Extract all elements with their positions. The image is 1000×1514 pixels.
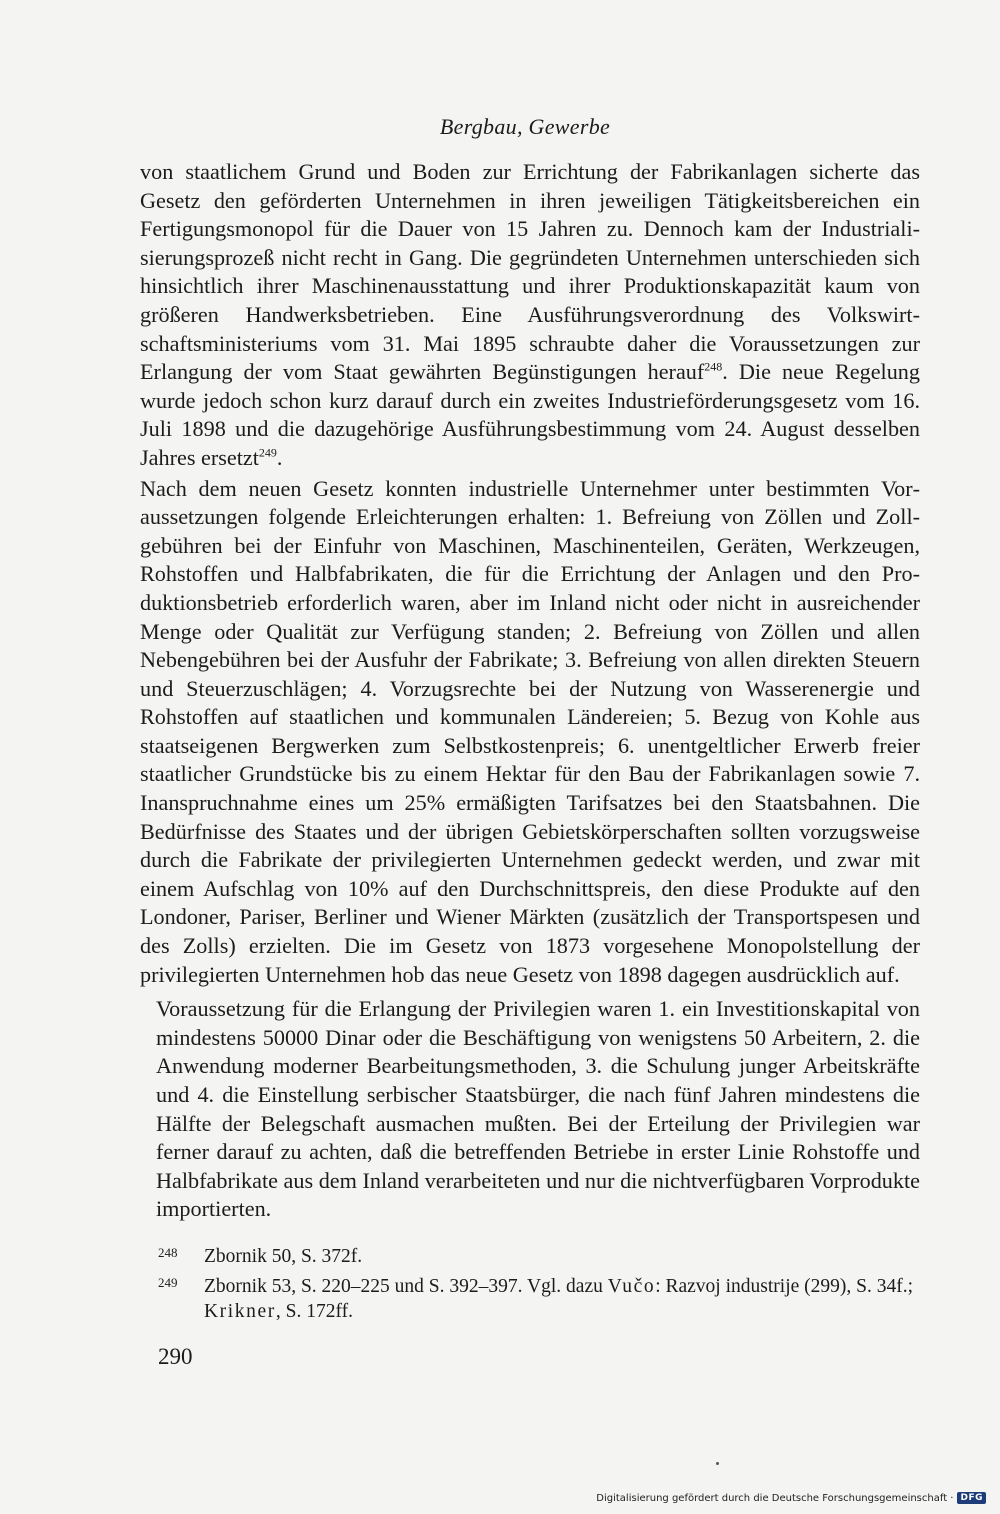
footnote-ref-249[interactable]: 249	[258, 445, 277, 460]
footnote-249	[158, 1270, 918, 1325]
footnote-text-a: Zbornik 53, S. 220–225 und S. 392–397. Vgl. dazu	[204, 1275, 608, 1297]
footnote-ref-248[interactable]: 248	[704, 359, 723, 374]
digitization-note: Digitalisierung gefördert durch die Deutsche Forschungsgemeinschaft ·	[596, 1492, 954, 1504]
footnotes	[158, 1240, 918, 1325]
paragraph-2: Nach dem neuen Gesetz konnten industrielle Unternehmer unter bestimmten Voraussetzungen folgende Erleichterungen erhalten: 1. Befreiung von Zöllen und Zollgebühren bei der Einfuhr von Maschinen, Maschinenteilen, Geräten, Werkzeugen, Rohstoffen und Halbfabrikaten, die für die Errichtung der Anlagen und den Produktionsbetrieb erforderlich waren, aber im Inland nicht oder nicht in ausreichender Menge oder Qualität zur Verfügung standen; 2. Befreiung von Zöllen und allen Nebengebühren bei der Ausfuhr der Fabrikate; 3. Befreiung von allen direkten Steuern und Steuerzuschlägen; 4. Vorzugsrechte bei der Nutzung von Wasserenergie und Rohstoffen auf staatlichen und kommunalen Ländereien; 5. Bezug von Kohle aus staatseigenen Bergwerken zum Selbstkostenpreis; 6. unentgeltlicher Erwerb freier staatlicher Grundstücke bis zu einem Hektar für den Bau der Fabrikanlagen sowie 7. Inanspruchnahme eines um 25% ermäßigten Tarifsatzes bei den Staatsbahnen. Die Bedürfnisse des Staates und der übrigen Gebietskörperschaften sollten vorzugsweise durch die Fabrikate der privilegierten Unternehmen gedeckt werden, und zwar mit einem Aufschlag von 10% auf den Durchschnittspreis, den diese Produkte auf den Londoner, Pariser, Berliner und Wiener Märkten (zusätzlich der Transportspesen und des Zolls) erzielten. Die im Gesetz von 1873 vorgesehene Monopolstellung der privilegierten Unternehmen hob das neue Gesetz von 1898 dagegen ausdrücklich auf.	[140, 475, 920, 987]
paragraph-1-text-b: . Die neue Regelung wurde jedoch schon kurz darauf durch ein zweites Industrieförderungsgesetz vom 16. Juli 1898 und die dazugehörige Ausführungsbestimmung vom 24. August desselben Jahres ersetzt	[140, 359, 920, 470]
paragraph-1-text-a: von staatlichem Grund und Boden zur Errichtung der Fabrikanlagen sicherte das Gesetz den geförderten Unternehmen in ihren jeweiligen Tätigkeitsbereichen ein Fertigungsmonopol für die Dauer von 15 Jahren zu. Dennoch kam der Industrialisierungsprozeß nicht recht in Gang. Die gegründeten Unternehmen unterschieden sich hinsichtlich ihrer Maschinenausstattung und ihrer Produktionskapazität kaum von größeren Handwerksbetrieben. Eine Ausführungsverordnung des Volkswirtschaftsministeriums vom 31. Mai 1895 schraubte daher die Voraussetzungen zur Erlangung der vom Staat gewährten Begünstigungen herauf	[140, 159, 920, 385]
paragraph-1	[140, 158, 920, 473]
footnote-text-b: : Razvoj industrije (299), S. 34f.;	[655, 1275, 914, 1297]
footnote-number: 248	[158, 1245, 178, 1260]
paragraph-3: Voraussetzung für die Erlangung der Privilegien waren 1. ein Investitionskapital von mindestens 50000 Dinar oder die Beschäftigung von wenigstens 50 Arbeitern, 2. die Anwendung moderner Bearbeitungsmethoden, 3. die Schulung junger Arbeitskräfte und 4. die Einstellung serbischer Staatsbürger, die nach fünf Jahren mindestens die Hälfte der Belegschaft ausmachen mußten. Bei der Erteilung der Privilegien war ferner darauf zu achten, daß die betreffenden Betriebe in erster Linie Rohstoffe und Halbfabrikate aus dem Inland verarbeiteten und nur die nichtverfügbaren Vorprodukte importierten.	[156, 996, 920, 1222]
body-text	[140, 158, 920, 1224]
footnote-text: Zbornik 50, S. 372f.	[204, 1246, 363, 1267]
footnote-author: Vučo	[607, 1275, 656, 1297]
running-head: Bergbau, Gewerbe	[439, 114, 611, 139]
digitization-footer	[596, 1492, 986, 1504]
footnote-author: Krikner	[204, 1301, 276, 1322]
dfg-logo-icon: DFG	[957, 1492, 986, 1504]
scan-speck	[716, 1462, 719, 1465]
footnote-text-c: , S. 172ff.	[275, 1301, 353, 1322]
paragraph-1-text-c: .	[276, 444, 283, 470]
footnote-number: 249	[158, 1274, 178, 1290]
footnote-248	[158, 1240, 918, 1270]
page-number: 290	[158, 1344, 193, 1369]
